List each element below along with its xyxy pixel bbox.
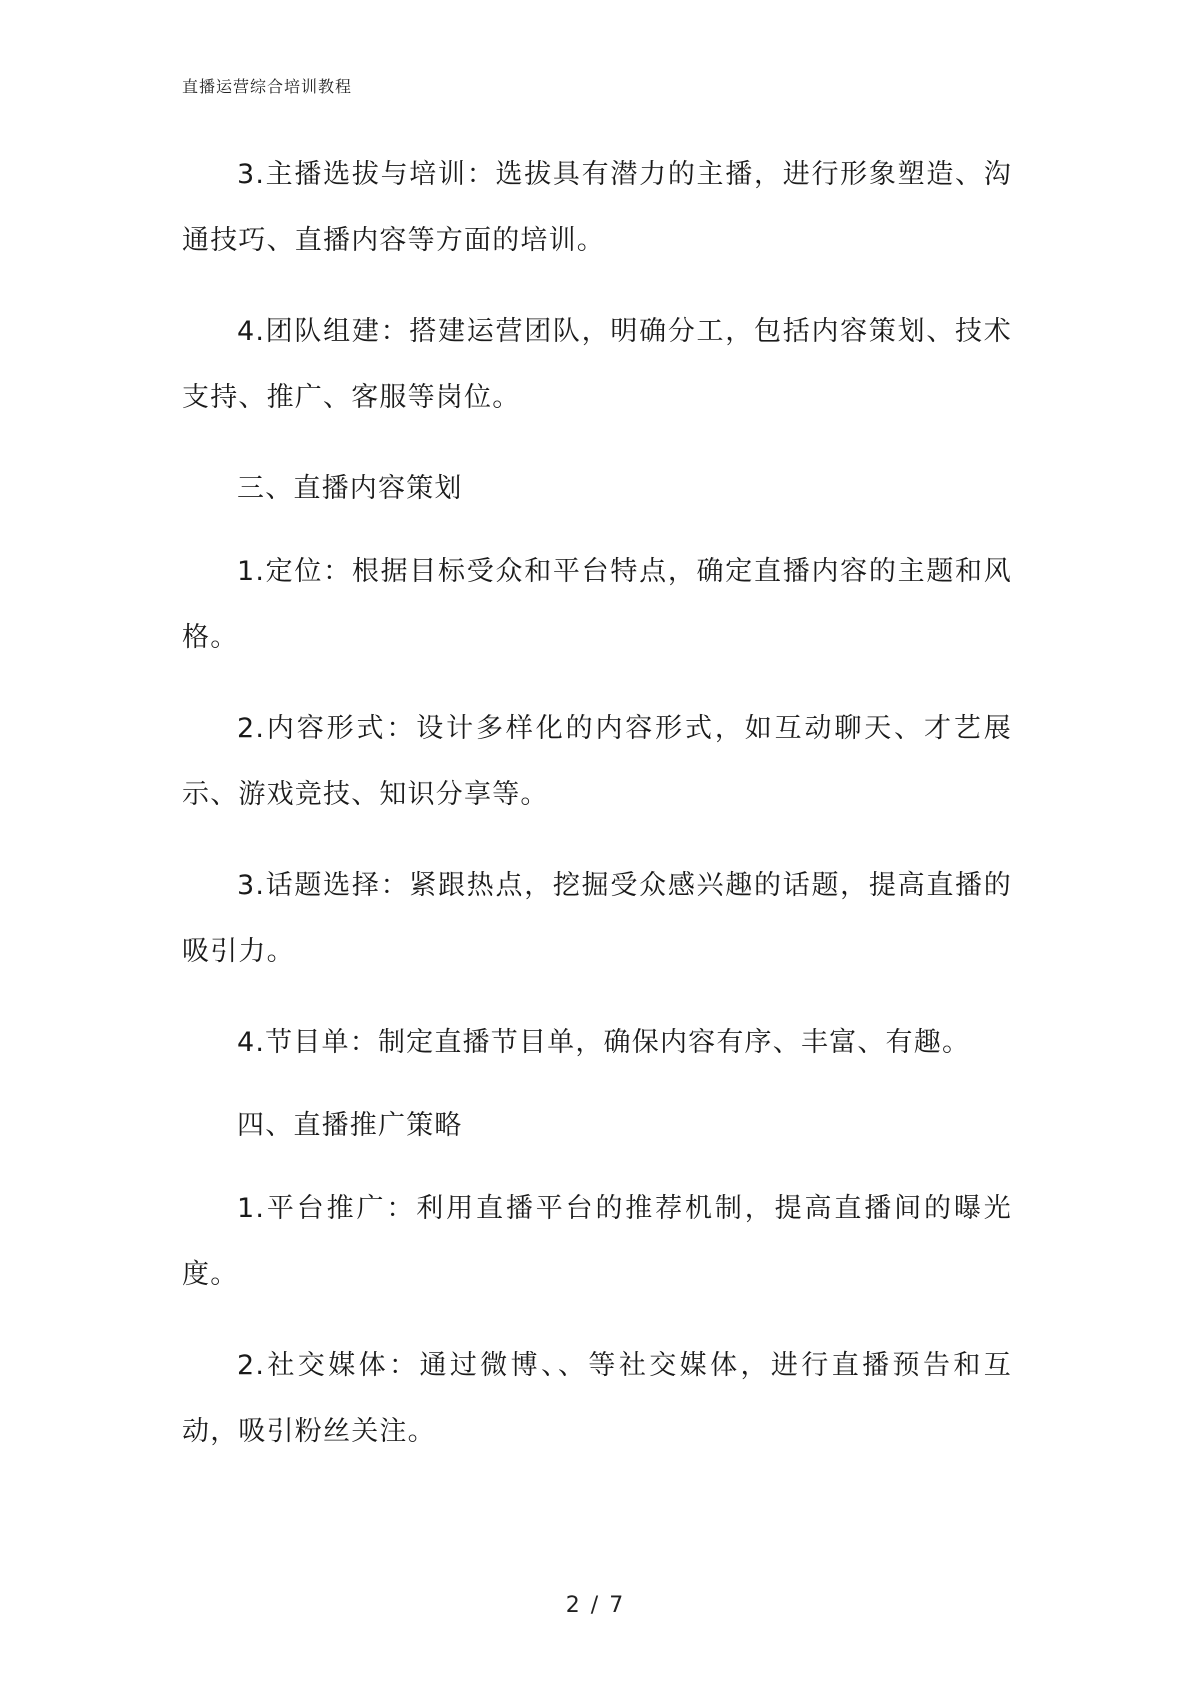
body-content — [182, 142, 1012, 1490]
page-number: 2 / 7 — [565, 1593, 626, 1618]
paragraph-team-building: 4.团队组建：搭建运营团队，明确分工，包括内容策划、技术支持、推广、客服等岗位。 — [182, 316, 1012, 413]
paragraph-social-media: 2.社交媒体：通过微博、、等社交媒体，进行直播预告和互动，吸引粉丝关注。 — [182, 1350, 1012, 1447]
section-heading-promotion-strategy: 四、直播推广策略 — [237, 1110, 463, 1141]
running-header: 直播运营综合培训教程 — [182, 77, 353, 96]
paragraph-topic-selection: 3.话题选择：紧跟热点，挖掘受众感兴趣的话题，提高直播的吸引力。 — [182, 870, 1012, 967]
paragraph-content-format: 2.内容形式：设计多样化的内容形式，如互动聊天、才艺展示、游戏竞技、知识分享等。 — [182, 713, 1012, 810]
section-heading-content-planning: 三、直播内容策划 — [237, 473, 463, 504]
paragraph-anchor-training: 3.主播选拔与培训：选拔具有潜力的主播，进行形象塑造、沟通技巧、直播内容等方面的培训。 — [182, 159, 1012, 256]
paragraph-platform-promotion: 1.平台推广：利用直播平台的推荐机制，提高直播间的曝光度。 — [182, 1193, 1012, 1290]
paragraph-positioning: 1.定位：根据目标受众和平台特点，确定直播内容的主题和风格。 — [182, 556, 1012, 653]
paragraph-program-list: 4.节目单：制定直播节目单，确保内容有序、丰富、有趣。 — [237, 1027, 971, 1058]
